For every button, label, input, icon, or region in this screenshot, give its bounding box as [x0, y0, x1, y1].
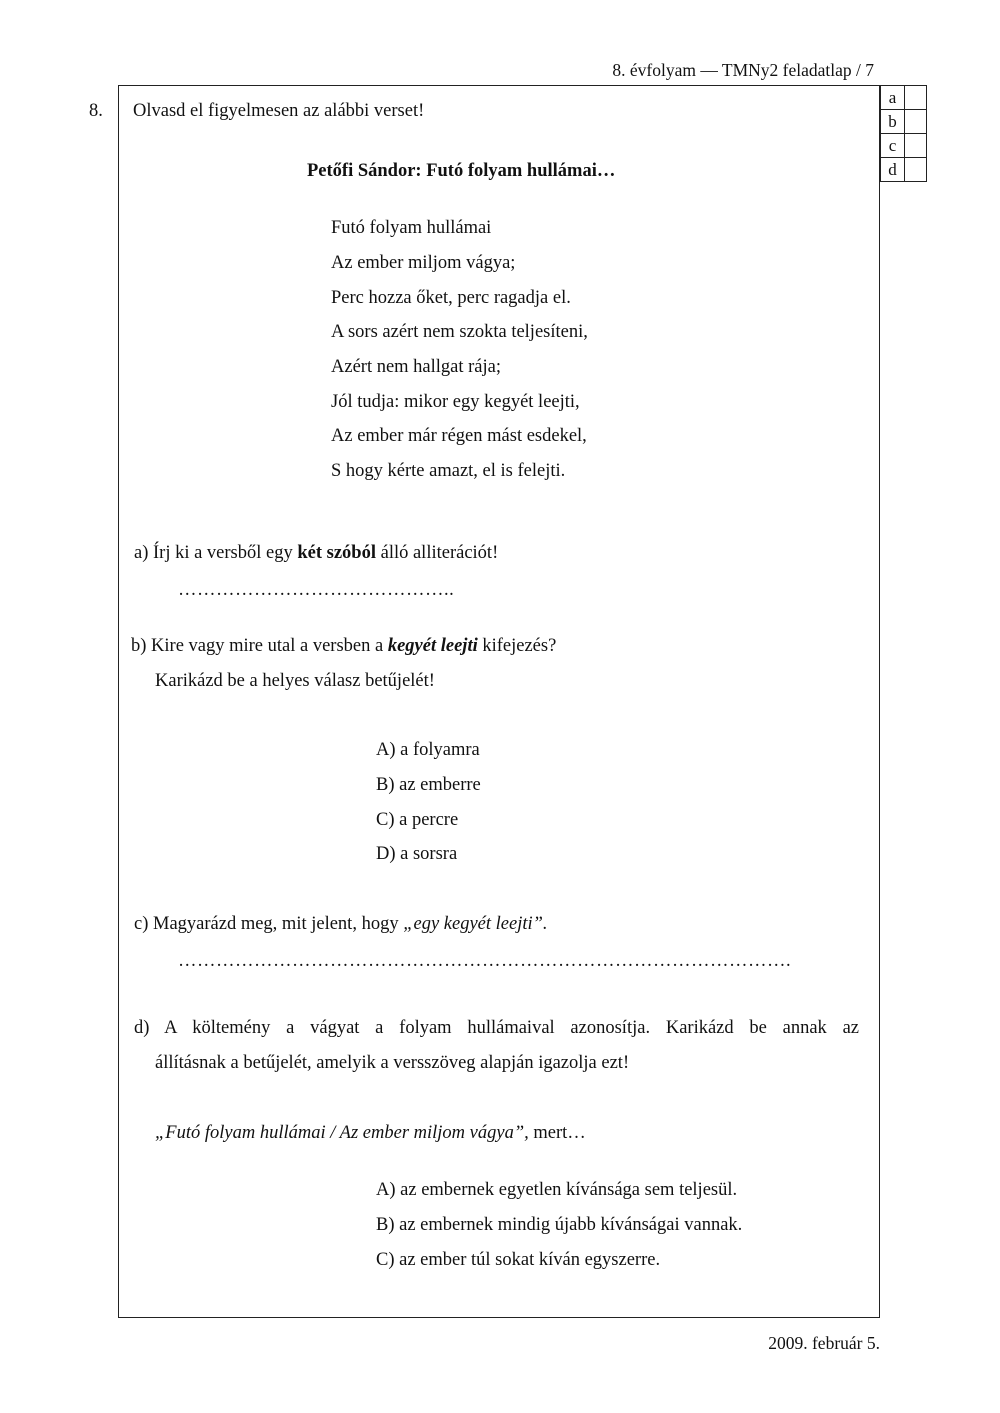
question-a-prefix: a) Írj ki a versből egy: [134, 543, 298, 563]
option-b-b[interactable]: B) az emberre: [376, 775, 481, 795]
task-number: 8.: [89, 101, 103, 121]
poem-line: S hogy kérte amazt, el is felejti.: [331, 461, 566, 481]
score-cell-b[interactable]: [905, 110, 927, 134]
score-cell-c[interactable]: [905, 134, 927, 158]
poem-line: A sors azért nem szokta teljesíteni,: [331, 322, 588, 342]
score-label-a: a: [881, 86, 905, 110]
footer-date: 2009. február 5.: [768, 1333, 880, 1353]
score-box-grid: [880, 85, 927, 182]
question-c-prefix: c) Magyarázd meg, mit jelent, hogy: [134, 914, 404, 934]
option-b-d[interactable]: D) a sorsra: [376, 844, 458, 864]
question-d-quote-italic: „Futó folyam hullámai / Az ember miljom vágya”,: [155, 1123, 529, 1143]
question-d-line2: állításnak a betűjelét, amelyik a versszöveg alapján igazolja ezt!: [155, 1053, 630, 1073]
poem-line: Az ember már régen mást esdekel,: [331, 426, 587, 446]
poem-title: Petőfi Sándor: Futó folyam hullámai…: [307, 161, 616, 181]
poem-line: Futó folyam hullámai: [331, 218, 492, 238]
question-b-prefix: b) Kire vagy mire utal a versben a: [131, 636, 388, 656]
answer-line-c[interactable]: …………………………………………………………………………………….: [178, 951, 792, 971]
answer-line-a[interactable]: ……………………………………..: [178, 580, 455, 600]
question-d-line1: d) A költemény a vágyat a folyam hullámaival azonosítja. Karikázd be annak az: [134, 1018, 859, 1038]
question-a-bold: két szóból: [297, 543, 376, 563]
option-d-c[interactable]: C) az ember túl sokat kíván egyszerre.: [376, 1250, 661, 1270]
question-b: [131, 636, 556, 657]
question-c-quote: „egy kegyét leejti”.: [403, 914, 548, 934]
question-b-instruction: Karikázd be a helyes válasz betűjelét!: [155, 671, 435, 691]
option-b-c[interactable]: C) a percre: [376, 810, 459, 830]
score-label-d: d: [881, 158, 905, 182]
score-label-c: c: [881, 134, 905, 158]
poem-line: Az ember miljom vágya;: [331, 253, 516, 273]
score-label-b: b: [881, 110, 905, 134]
poem-line: Perc hozza őket, perc ragadja el.: [331, 288, 571, 308]
option-b-a[interactable]: A) a folyamra: [376, 740, 480, 760]
question-d-quote: [155, 1123, 586, 1144]
question-b-suffix: kifejezés?: [477, 636, 557, 656]
question-a: [134, 543, 498, 564]
poem-line: Azért nem hallgat rája;: [331, 357, 502, 377]
task-instruction: Olvasd el figyelmesen az alábbi verset!: [133, 101, 425, 121]
score-cell-d[interactable]: [905, 158, 927, 182]
score-cell-a[interactable]: [905, 86, 927, 110]
question-a-suffix: álló alliterációt!: [375, 543, 499, 563]
option-d-a[interactable]: A) az embernek egyetlen kívánsága sem teljesül.: [376, 1180, 738, 1200]
running-header: 8. évfolyam — TMNy2 feladatlap / 7: [612, 60, 874, 80]
question-d-quote-suffix: mert…: [528, 1123, 586, 1143]
option-d-b[interactable]: B) az embernek mindig újabb kívánságai vannak.: [376, 1215, 743, 1235]
question-c: [134, 914, 548, 935]
poem-line: Jól tudja: mikor egy kegyét leejti,: [331, 392, 580, 412]
question-b-term: kegyét leejti: [387, 636, 478, 656]
